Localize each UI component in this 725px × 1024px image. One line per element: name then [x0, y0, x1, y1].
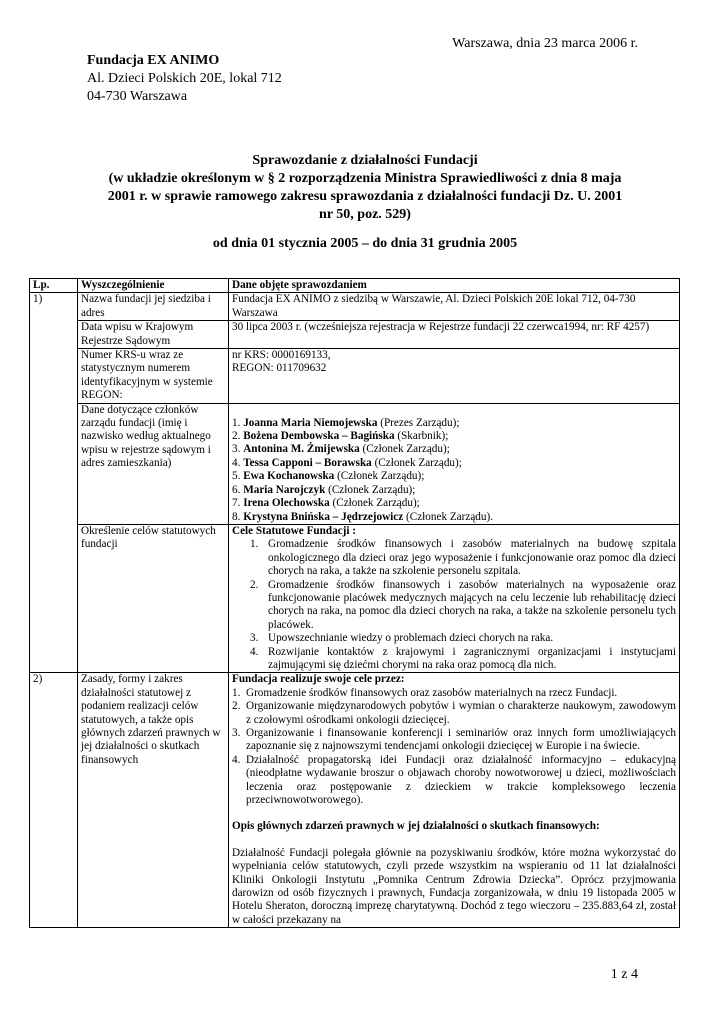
row1-lp: 1) — [30, 293, 78, 673]
list-item — [232, 700, 676, 727]
list-item-text: Upowszechnianie wiedzy o problemach dzieci chorych na raka. — [268, 632, 554, 645]
board-member-role: (Członek Zarządu); — [371, 456, 462, 469]
report-period: od dnia 01 stycznia 2005 – do dnia 31 grudnia 2005 — [212, 236, 518, 251]
row2-content — [229, 673, 680, 928]
list-item-number: 3. — [250, 632, 259, 645]
board-member-name: Tessa Capponi – Borawska — [243, 456, 372, 469]
list-item-text: Gromadzenie środków finansowych i zasobów materialnych na budowę szpitala onkologicznego dla dzieci oraz jego wyposażenie i funkcjonowanie oraz pomoc dla dzieci chorych na raka, a także na szkolenie personelu szpitala. — [268, 538, 676, 578]
board-member-number: 5. — [232, 470, 244, 483]
board-member-role: (Skarbnik); — [394, 430, 449, 443]
list-item-text: Organizowanie i finansowanie konferencji i seminariów oraz innych form umożliwiających zapoznanie się z najnowszymi tendencjami onkologii dziecięcej w Europie i na świecie. — [246, 727, 676, 753]
board-member-number: 4. — [232, 456, 244, 469]
board-member — [232, 484, 676, 497]
board-member — [232, 443, 676, 456]
page-number: 1 z 4 — [610, 967, 638, 982]
board-member-name: Irena Olechowska — [243, 497, 330, 510]
board-member-role: (Członek Zarządu); — [329, 497, 420, 510]
events-text: Działalność Fundacji polegała głównie na pozyskiwaniu środków, które można wykorzystać do wypełniania celów statutowych, czyli przede wszystkim na wspieraniu od 11 lat działalności Kliniki Onkologii Instytutu „Pomnika Centrum Zdrowia Dziecka”. Oprócz przyjmowania darowizn od osób fizycznych i prawnych, Fundacja zorganizowała, w dniu 19 listopada 2005 w Hotelu Sheraton, doroczną imprezę charytatywną. Dochód z tego wieczoru – 235.883,64 zł, został w całości przekazany na — [232, 846, 676, 926]
board-member-role: (Prezes Zarządu); — [377, 416, 460, 429]
board-member-role: (Członek Zarządu); — [325, 483, 416, 496]
list-item — [232, 579, 676, 633]
board-member-role: (Członek Zarządu); — [334, 470, 425, 483]
name-value: Fundacja EX ANIMO z siedzibą w Warszawie, Al. Dzieci Polskich 20E lokal 712, 04-730 Warszawa — [229, 293, 680, 321]
header-item: Wyszczególnienie — [78, 279, 229, 293]
sender-address-line1: Al. Dzieci Polskich 20E, lokal 712 — [87, 71, 282, 86]
krs-date-value: 30 lipca 2003 r. (wcześniejsza rejestracja w Rejestrze fundacji 22 czerwca1994, nr: RF 4257) — [229, 321, 680, 349]
board-member-name: Bożena Dembowska – Bagińska — [243, 430, 395, 443]
list-item-number: 2. — [250, 578, 259, 591]
list-item — [232, 754, 676, 808]
sender-address-line2: 04-730 Warszawa — [87, 89, 188, 104]
board-member-role: (Członek Zarządu); — [359, 443, 450, 456]
board-member-number: 6. — [232, 483, 244, 496]
report-title — [80, 152, 650, 224]
title-line1: Sprawozdanie z działalności Fundacji — [252, 153, 478, 168]
table-row — [30, 293, 680, 321]
list-item-number: 1. — [250, 538, 259, 551]
regon-number: REGON: 011709632 — [232, 362, 327, 375]
board-member-name: Krystyna Bnińska – Jędrzejowicz — [243, 510, 404, 523]
report-table — [29, 278, 680, 928]
list-item-text: Gromadzenie środków finansowych oraz zasobów materialnych na rzecz Fundacji. — [246, 686, 618, 699]
board-member-number: 1. — [232, 416, 244, 429]
goals-label: Określenie celów statutowych fundacji — [78, 524, 229, 672]
table-row — [30, 673, 680, 928]
title-line4: nr 50, poz. 529) — [319, 207, 411, 222]
board-member-name: Antonina M. Żmijewska — [243, 443, 360, 456]
board-member-number: 2. — [232, 430, 244, 443]
sender-org-name: Fundacja EX ANIMO — [87, 53, 220, 68]
list-item — [232, 538, 676, 578]
goals-cell — [229, 524, 680, 672]
row2-lp: 2) — [30, 673, 78, 928]
list-item-number: 3. — [232, 727, 241, 739]
board-member — [232, 417, 676, 430]
list-item-number: 2. — [232, 700, 241, 713]
sender-block — [87, 52, 282, 106]
krs-number: nr KRS: 0000169133, — [232, 349, 331, 362]
list-item — [232, 646, 676, 673]
list-item-text: Działalność propagatorską idei Fundacji oraz działalność informacyjno – edukacyjną (nieodpłatne wydawanie broszur o objawach choroby nowotworowej u dzieci, możliwościach leczenia oraz postępowanie z dzieckiem w trakcie kompleksowego leczenia przeciwnowotworowego). — [246, 753, 676, 807]
board-list — [229, 403, 680, 524]
row2-label: Zasady, formy i zakres działalności statutowej z podaniem realizacji celów statutowych, a także opis głównych zdarzeń prawnych w jej działalności o skutkach finansowych — [78, 673, 229, 928]
board-member-name: Joanna Maria Niemojewska — [243, 416, 378, 429]
table-header-row — [30, 279, 680, 293]
header-data: Dane objęte sprawozdaniem — [229, 279, 680, 293]
table-row — [30, 321, 680, 349]
board-label: Dane dotyczące członków zarządu fundacji (imię i nazwisko według aktualnego wpisu w rejestrze sądowym i adres zamieszkania) — [78, 403, 229, 524]
board-member — [232, 511, 676, 524]
krs-date-label: Data wpisu w Krajowym Rejestrze Sądowym — [78, 321, 229, 349]
name-label: Nazwa fundacji jej siedziba i adres — [78, 293, 229, 321]
table-row — [30, 349, 680, 404]
board-member-name: Ewa Kochanowska — [243, 470, 335, 483]
board-member — [232, 457, 676, 470]
table-row — [30, 524, 680, 672]
list-item-text: Gromadzenie środków finansowych i zasobów materialnych na wyposażenie oraz funkcjonowanie placówek medycznych mających na celu leczenie lub rehabilitację dzieci chorych na raka, na pomoc dla dzieci chorych na raka, a także na szkolenie personelu tych placówek. — [268, 578, 676, 631]
list-item-number: 1. — [232, 686, 241, 699]
board-member-role: (Członek Zarządu). — [403, 510, 494, 523]
title-line2: (w układzie określonym w § 2 rozporządzenia Ministra Sprawiedliwości z dnia 8 maja — [108, 171, 622, 186]
list-item-number: 4. — [250, 645, 259, 658]
list-item — [232, 727, 676, 754]
realize-title: Fundacja realizuje swoje cele przez: — [232, 673, 405, 686]
events-title: Opis głównych zdarzeń prawnych w jej działalności o skutkach finansowych: — [232, 820, 600, 833]
board-member-number: 3. — [232, 443, 244, 456]
board-member-name: Maria Narojczyk — [243, 483, 326, 496]
list-item — [232, 632, 676, 645]
krs-value — [229, 349, 680, 404]
board-member — [232, 470, 676, 483]
board-member-number: 8. — [232, 510, 244, 523]
krs-label: Numer KRS-u wraz ze statystycznym numerem identyfikacyjnym w systemie REGON: — [78, 349, 229, 404]
title-line3: 2001 r. w sprawie ramowego zakresu sprawozdania z działalności fundacji Dz. U. 2001 — [107, 189, 623, 204]
header-lp: Lp. — [30, 279, 78, 293]
board-member — [232, 497, 676, 510]
board-member — [232, 430, 676, 443]
list-item-text: Organizowanie międzynarodowych pobytów i wymian o charakterze naukowym, zawodowym z czołowymi ośrodkami onkologii dziecięcej. — [246, 700, 676, 726]
list-item-number: 4. — [232, 753, 241, 766]
document-date: Warszawa, dnia 23 marca 2006 r. — [452, 36, 638, 51]
goals-title: Cele Statutowe Fundacji : — [232, 524, 356, 537]
table-row — [30, 403, 680, 524]
list-item — [232, 687, 676, 700]
board-member-number: 7. — [232, 497, 244, 510]
list-item-text: Rozwijanie kontaktów z krajowymi i zagranicznymi organizacjami i instytucjami zajmującymi się dziećmi chorymi na raka oraz pomocą dla nich. — [268, 645, 676, 671]
